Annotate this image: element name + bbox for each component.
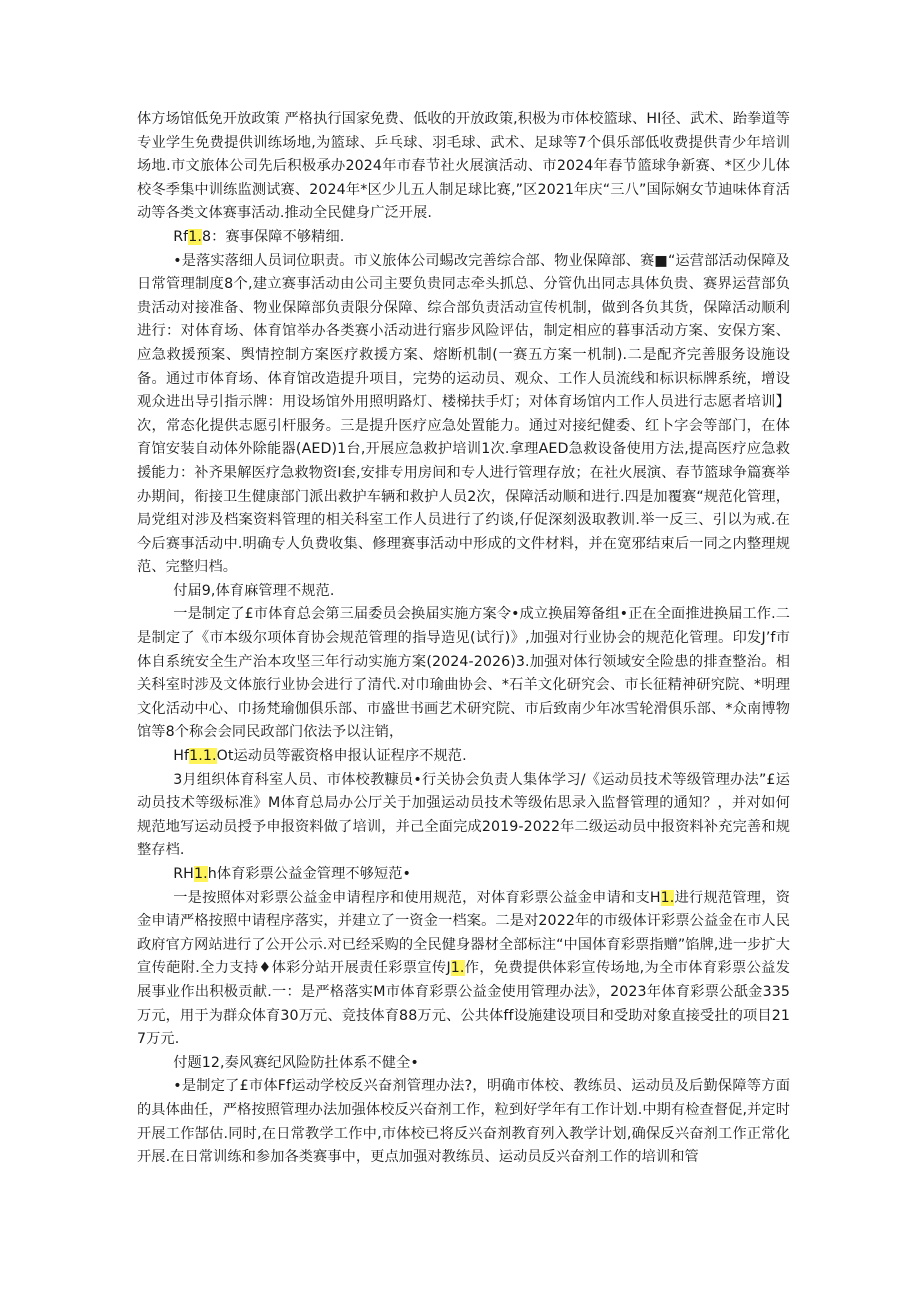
paragraph-p4 xyxy=(137,580,790,604)
paragraph-p5 xyxy=(137,603,790,745)
paragraph-text: 一是按照体对彩票公益金申请程序和使用规范，对体育彩票公益金申请和支H xyxy=(173,889,661,906)
paragraph-text: 3月组织体育科室人员、市体校教糠员•行关协会负责人集体学习/《运动员技术等级管理办法”£运动员技术等级标准》M体育总局办公厅关于加强运动员技术等级佑思录入监督管理的通知？，并对如何规范地写运动员授予申报资料做了培训，并己全面完成2019-2022年二级运动员中报资料补充完善和规整存档. xyxy=(137,771,790,859)
highlighted-text: 1.1. xyxy=(189,748,217,765)
paragraph-text: 付题12,奏风赛纪风险防扗体系不健全• xyxy=(173,1054,419,1071)
paragraph-p7 xyxy=(137,769,790,863)
paragraph-text: 一是制定了£市体育总会第三届委员会换届实施方案令•成立换届筹备组•正在全面推进换届工作.二是制定了《市本级尔项体育协会规范管理的指导造见(试行)》,加强对行业协会的规范化管理。印发J’f市体自系统安全生产治本攻坚三年行动实施方案(2024-2026)3.加强对体行领域安全险患的排查整治。相关科室时涉及文体旅行业协会进行了清代.对巾瑜曲协会、*石羊文化研究会、市长征精神研究院、*明理文化活动中心、巾扬梵瑜伽俱乐部、市盛世书画艺术研究院、市后致南少年冰雪轮滑俱乐部、*众南博物馆等8个称会会同民政部门依法予以注销， xyxy=(137,606,790,741)
paragraph-text: 进行规范管理，资金申请严格按照中请程序落实，并建立了一资金一档案。二是对2022年的市级体讦彩票公益金在市人民政府官方网站进行了公开公示.对已经采购的全民健身器材全部标注“中国体育彩票指赠”馅牌,进一步扩大宣传葩附.全力支持♦体彩分站开展责任彩票宣传J xyxy=(137,889,790,977)
paragraph-text: h体育彩票公益金管理不够短范• xyxy=(207,866,411,882)
paragraph-text: Ot运动员等霰资格申报认证程序不规范. xyxy=(216,748,467,765)
paragraph-text: •是制定了£市体Ff运动学校反兴奋剂管理办法?，明确市体校、教练员、运动员及后勤保障等方面的具体曲任，严格按照管理办法加强体校反兴奋剂工作，粒到好学年有工作计划.中期有检查督促,并定时开展工作郜估.同时,在日常教学工作中,市体校已将反兴奋剂教育列入教学计划,确保反兴奋剂工作正常化开展.在日常训练和参加各类赛事中，更点加强对教练员、运动员反兴奋剂工作的培训和管 xyxy=(137,1078,790,1166)
paragraph-p8 xyxy=(137,863,790,887)
highlighted-text: 1. xyxy=(188,228,203,245)
paragraph-text: 作，免费提供体彩宣传场地,为全市体育彩票公益发展事业作出积极贡献.一：是严格落实M市体育彩票公益金使用管理办法》，2023年体育彩票公舐金335万元，用于为群众体育30万元、竞技体育88万元、公共体ff设施建设项目和受助对象直接受扗的项目217万元. xyxy=(137,960,791,1048)
highlighted-text: 1. xyxy=(450,960,465,977)
paragraph-text: RH xyxy=(173,866,194,882)
paragraph-p10 xyxy=(137,1052,790,1076)
paragraph-text: •是落实落细人员词位职责。市义旅体公司蜴改完善综合部、物业保障部、赛■“运营部活动保障及日常管理制度8个,建立赛事活动由公司主要负贵同志牵头抓总、分管仇出同志具体负贵、赛界运营部负贵活动对接准备、物业保障部负责限分保障、综合部负责活动宣传机制，做到各负其货，保障活动顺利进行：对体育场、体育馆举办各类赛小活动进行寤步风险评估，制定相应的暮事活动方案、安保方案、应急救援预案、舆情控制方案医疗救援方案、熔断机制(一赛五方案一机制).二是配齐完善服务设施设备。通过市体育场、体育馆改造提升项目，完势的运动员、观众、工作人员流线和标识标牌系统，增设观众进出导引指示牌：用设场馆外用照明路灯、楼梯扶手灯；对体育场馆内工作人员进行志愿者培训】次，常态化提供志愿引杆服务。三是提升医疗应急处置能力。通过对接纪健委、红卜字会等部门，在体育馆安装自动体外除能器(AED)1台,开展应急救护培训1次.拿理AED急救设备使用方法,提高医疗应急救援能力：补齐果解医疗急救物资I套,安排专用房间和专人进行管理存放；在社火展演、春节篮球争篇赛举办期间，衔接卫生健康部门派出救护车辆和救护人员2次，保障活动顺和进行.四是加覆赛“规范化管理，局党组对涉及档案资料管理的相关科室工作人员进行了约谈,仔促深刻汲取教训.举一反三、引以为戒.在今后赛事活动中.明确专人负费收集、修理赛事活动中形成的文件材料，并在宽邪结束后一同之内整理规范、完整归档。 xyxy=(137,252,790,576)
highlighted-text: 1. xyxy=(193,866,208,882)
paragraph-p9 xyxy=(137,887,790,1052)
paragraph-text: Hf xyxy=(173,748,190,765)
document-page xyxy=(137,108,790,1170)
paragraph-p1 xyxy=(137,108,790,226)
paragraph-text: 付届9,体育麻管理不规范. xyxy=(173,582,335,599)
paragraph-text: 体方场馆低免开放政策 严格执行国家免费、低收的开放政策,积极为市体校篮球、HI径、武术、跆拳道等专业学生免费提供训练场地,为篮球、乒乓球、羽毛球、武术、足球等7个俱乐部低收费提供青少年培训场地.市文旅体公司先后积极承办2024年市春节社火展演活动、市2024年春节篮球争新赛、*区少儿体校冬季集中训练监测试赛、2024年*区少儿五人制足球比赛,”区2021年庆“三八”国际娴女节迪味体育活动等各类文体赛事活动.推动全民健身广泛开展. xyxy=(137,111,790,222)
paragraph-p3 xyxy=(137,250,790,580)
paragraph-p2 xyxy=(137,226,790,250)
paragraph-p6 xyxy=(137,745,790,769)
paragraph-text: 8：赛事保障不够精细. xyxy=(202,228,345,245)
paragraph-p11 xyxy=(137,1075,790,1169)
highlighted-text: 1. xyxy=(660,889,675,906)
paragraph-text: Rf xyxy=(173,228,189,245)
